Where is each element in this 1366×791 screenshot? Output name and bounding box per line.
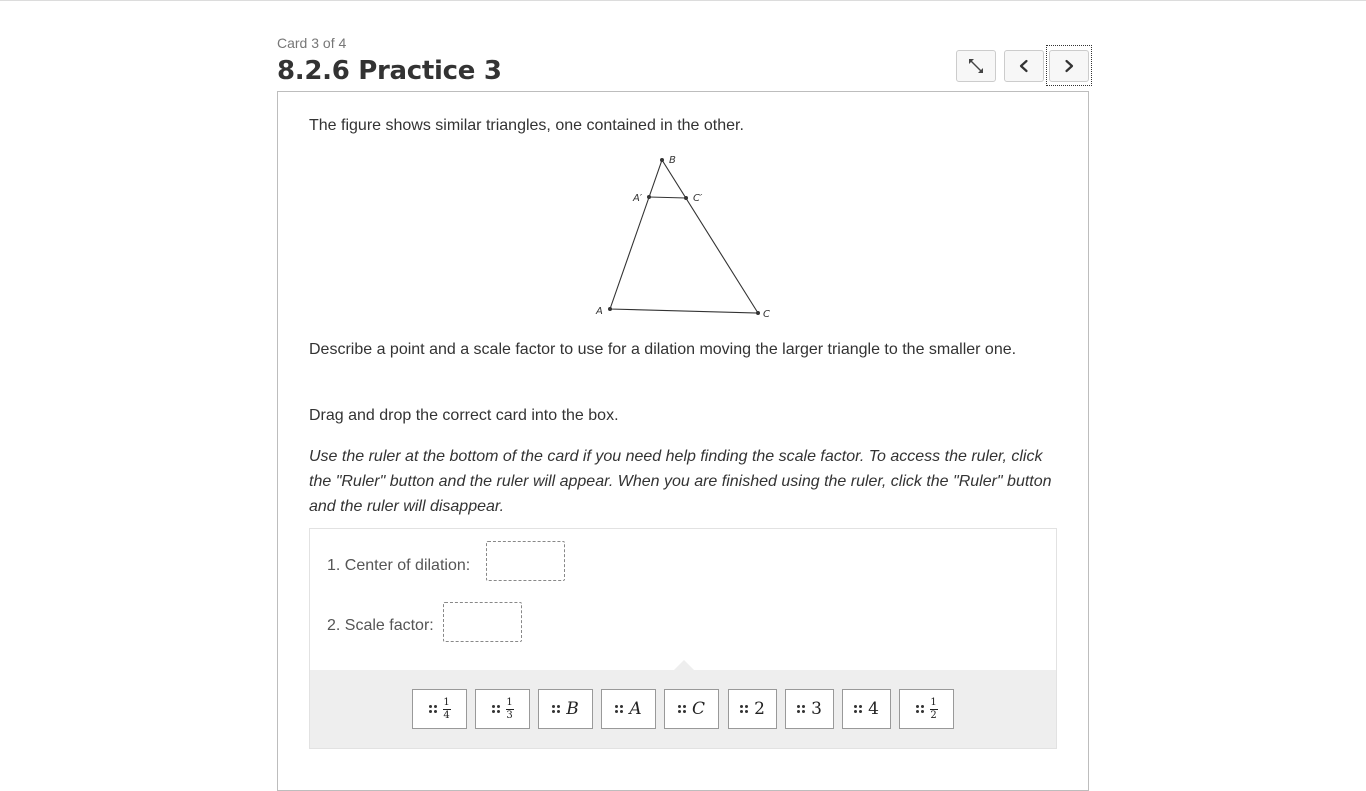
drag-handle-icon bbox=[678, 705, 686, 713]
draggable-card-4[interactable] bbox=[842, 689, 891, 729]
expand-icon bbox=[967, 57, 985, 75]
label-a: A bbox=[596, 306, 603, 317]
tile-label: 3 bbox=[811, 699, 822, 719]
draggable-card-one-third[interactable] bbox=[475, 689, 530, 729]
draggable-card-3[interactable] bbox=[785, 689, 834, 729]
label-b: B bbox=[669, 155, 676, 166]
label-a-prime: A′ bbox=[633, 193, 643, 204]
top-divider bbox=[0, 0, 1366, 1]
previous-card-button[interactable] bbox=[1004, 50, 1044, 82]
tile-fraction: $\frac{1}{2}$ bbox=[930, 696, 937, 721]
ruler-note: Use the ruler at the bottom of the card if you need help finding the scale factor. To access the ruler, click the "Ruler" button and the ruler will appear. When you are finished using the ruler, click the "Ruler" button and the ruler will disappear. bbox=[309, 448, 1052, 515]
tile-label: 2 bbox=[754, 699, 765, 719]
card-counter: Card 3 of 4 bbox=[277, 35, 347, 51]
page-title: 8.2.6 Practice 3 bbox=[277, 56, 502, 86]
focus-outline bbox=[1046, 45, 1092, 86]
scale-factor-label: 2. Scale factor: bbox=[327, 617, 434, 634]
tray-notch bbox=[674, 660, 694, 670]
drag-handle-icon bbox=[797, 705, 805, 713]
drag-handle-icon bbox=[854, 705, 862, 713]
similar-triangles-figure bbox=[590, 150, 780, 322]
drag-handle-icon bbox=[916, 705, 924, 713]
tile-label: A bbox=[629, 699, 642, 719]
scale-factor-drop-zone[interactable] bbox=[443, 602, 522, 642]
chevron-left-icon bbox=[1017, 59, 1031, 73]
center-of-dilation-drop-zone[interactable] bbox=[486, 541, 565, 581]
draggable-card-one-fourth[interactable] bbox=[412, 689, 467, 729]
drag-handle-icon bbox=[615, 705, 623, 713]
tile-fraction: $\frac{1}{4}$ bbox=[443, 696, 450, 721]
tile-label: 4 bbox=[868, 699, 879, 719]
drag-handle-icon bbox=[740, 705, 748, 713]
drag-handle-icon bbox=[492, 705, 500, 713]
label-c: C bbox=[763, 309, 770, 320]
intro-text: The figure shows similar triangles, one contained in the other. bbox=[309, 117, 744, 134]
center-of-dilation-label: 1. Center of dilation: bbox=[327, 557, 471, 574]
expand-button[interactable] bbox=[956, 50, 996, 82]
draggable-card-c[interactable] bbox=[664, 689, 719, 729]
draggable-card-2[interactable] bbox=[728, 689, 777, 729]
label-c-prime: C′ bbox=[693, 193, 703, 204]
drag-handle-icon bbox=[552, 705, 560, 713]
draggable-card-one-half[interactable] bbox=[899, 689, 954, 729]
tile-label: B bbox=[566, 699, 579, 719]
instruction-text: Drag and drop the correct card into the box. bbox=[309, 407, 619, 424]
drag-handle-icon bbox=[429, 705, 437, 713]
tile-label: C bbox=[691, 699, 705, 719]
tile-fraction: $\frac{1}{3}$ bbox=[506, 696, 513, 721]
question-text: Describe a point and a scale factor to use for a dilation moving the larger triangle to the smaller one. bbox=[309, 341, 1017, 358]
draggable-card-a[interactable] bbox=[601, 689, 656, 729]
draggable-card-b[interactable] bbox=[538, 689, 593, 729]
